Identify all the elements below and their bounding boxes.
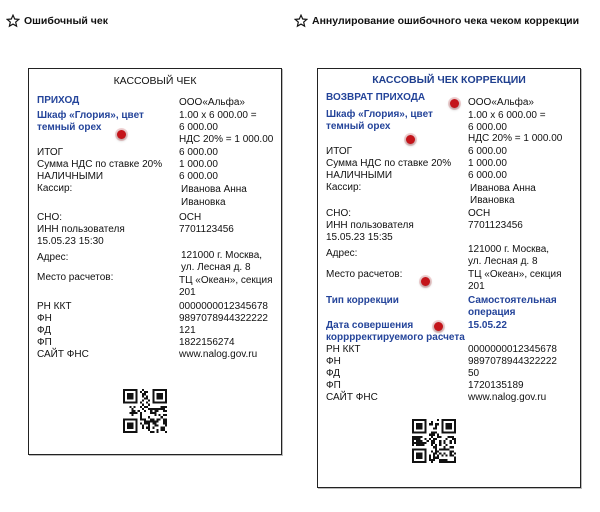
receipt-datetime: 15.05.23 15:35 <box>326 232 393 243</box>
item-name-line2: темный орех <box>37 122 102 133</box>
sno-label: СНО: <box>37 212 62 223</box>
red-dot-icon <box>117 130 126 139</box>
fp-label: ФП <box>37 337 52 348</box>
seller-name: ООО«Альфа» <box>468 97 534 108</box>
correction-receipt <box>317 68 581 488</box>
rn-kkt-label: РН ККТ <box>37 301 72 312</box>
address-line1: 121000 г. Москва, <box>468 244 550 255</box>
place-line1: ТЦ «Океан», секция <box>179 275 273 286</box>
item-vat: НДС 20% = 1 000.00 <box>468 133 563 144</box>
address-line1: 121000 г. Москва, <box>181 250 263 261</box>
correction-date-value: 15.05.22 <box>468 320 507 331</box>
seller-name: ООО«Альфа» <box>179 97 245 108</box>
red-dot-icon <box>434 322 443 331</box>
place-label: Место расчетов: <box>37 272 114 283</box>
sno-label: СНО: <box>326 208 351 219</box>
fd-label: ФД <box>326 368 341 379</box>
erroneous-receipt <box>28 68 282 455</box>
star-outline-icon <box>294 14 308 28</box>
vat-sum-value: 1 000.00 <box>179 159 218 170</box>
cashier-name-line1: Иванова Анна <box>181 184 247 195</box>
item-total: 6 000.00 <box>468 122 507 133</box>
operation-type: ВОЗВРАТ ПРИХОДА <box>326 92 426 103</box>
place-line2: 201 <box>179 287 196 298</box>
vat-sum-label: Сумма НДС по ставке 20% <box>326 158 452 169</box>
rn-kkt-value: 0000000012345678 <box>179 301 268 312</box>
fn-label: ФН <box>326 356 341 367</box>
cash-label: НАЛИЧНЫМИ <box>37 171 104 182</box>
operation-type: ПРИХОД <box>37 95 80 106</box>
inn-label: ИНН пользователя <box>326 220 414 231</box>
total-label: ИТОГ <box>37 147 64 158</box>
address-label: Адрес: <box>326 248 358 259</box>
cashier-label: Кассир: <box>326 182 362 193</box>
item-total: 6 000.00 <box>179 122 218 133</box>
receipt-title: КАССОВЫЙ ЧЕК КОРРЕКЦИИ <box>372 74 526 86</box>
address-line2: ул. Лесная д. 8 <box>468 256 538 267</box>
inn-label: ИНН пользователя <box>37 224 125 235</box>
caption-right-text: Аннулирование ошибочного чека чеком коррекции <box>312 15 580 27</box>
cash-value: 6 000.00 <box>468 170 507 181</box>
qr-code-icon <box>412 419 456 463</box>
fn-value: 9897078944322222 <box>179 313 268 324</box>
correction-type-label: Тип коррекции <box>326 295 399 306</box>
rn-kkt-value: 0000000012345678 <box>468 344 557 355</box>
sno-value: ОСН <box>468 208 491 219</box>
caption-left-text: Ошибочный чек <box>24 15 108 27</box>
fd-label: ФД <box>37 325 52 336</box>
correction-type-line1: Самостоятельная <box>468 295 557 306</box>
place-label: Место расчетов: <box>326 269 403 280</box>
vat-sum-value: 1 000.00 <box>468 158 507 169</box>
star-outline-icon <box>6 14 20 28</box>
fp-value: 1822156274 <box>179 337 235 348</box>
inn-value: 7701123456 <box>179 224 234 235</box>
receipt-title: КАССОВЫЙ ЧЕК <box>113 75 197 87</box>
receipt-datetime: 15.05.23 15:30 <box>37 236 104 247</box>
item-name-line1: Шкаф «Глория», цвет <box>37 110 144 121</box>
item-name-line2: темный орех <box>326 121 391 132</box>
total-label: ИТОГ <box>326 146 353 157</box>
correction-date-label-line1: Дата совершения <box>326 320 414 331</box>
total-value: 6 000.00 <box>179 147 218 158</box>
item-calculation: 1.00 х 6 000.00 = <box>179 110 257 121</box>
total-value: 6 000.00 <box>468 146 507 157</box>
place-line1: ТЦ «Океан», секция <box>468 269 562 280</box>
fns-site-value: www.nalog.gov.ru <box>179 349 258 360</box>
address-line2: ул. Лесная д. 8 <box>181 262 251 273</box>
fn-label: ФН <box>37 313 52 324</box>
sno-value: ОСН <box>179 212 202 223</box>
caption-cancellation <box>294 14 579 28</box>
fn-value: 9897078944322222 <box>468 356 557 367</box>
vat-sum-label: Сумма НДС по ставке 20% <box>37 159 163 170</box>
red-dot-icon <box>450 99 459 108</box>
red-dot-icon <box>421 277 430 286</box>
fd-value: 50 <box>468 368 480 379</box>
item-vat: НДС 20% = 1 000.00 <box>179 134 274 145</box>
red-dot-icon <box>406 135 415 144</box>
fns-site-label: САЙТ ФНС <box>37 349 89 360</box>
cashier-name-line2: Ивановка <box>181 197 226 208</box>
cashier-name-line1: Иванова Анна <box>470 183 536 194</box>
fp-label: ФП <box>326 380 341 391</box>
fns-site-label: САЙТ ФНС <box>326 392 378 403</box>
inn-value: 7701123456 <box>468 220 523 231</box>
cash-label: НАЛИЧНЫМИ <box>326 170 393 181</box>
fd-value: 121 <box>179 325 196 336</box>
qr-code-icon <box>123 389 167 433</box>
caption-erroneous <box>6 14 108 28</box>
item-name-line1: Шкаф «Глория», цвет <box>326 109 433 120</box>
fp-value: 1720135189 <box>468 380 524 391</box>
correction-type-line2: операция <box>468 307 516 318</box>
place-line2: 201 <box>468 281 485 292</box>
cashier-label: Кассир: <box>37 183 73 194</box>
item-calculation: 1.00 х 6 000.00 = <box>468 110 546 121</box>
cash-value: 6 000.00 <box>179 171 218 182</box>
fns-site-value: www.nalog.gov.ru <box>468 392 547 403</box>
rn-kkt-label: РН ККТ <box>326 344 361 355</box>
cashier-name-line2: Ивановка <box>470 195 515 206</box>
correction-date-label-line2: корррректируемого расчета <box>326 332 465 343</box>
address-label: Адрес: <box>37 252 69 263</box>
